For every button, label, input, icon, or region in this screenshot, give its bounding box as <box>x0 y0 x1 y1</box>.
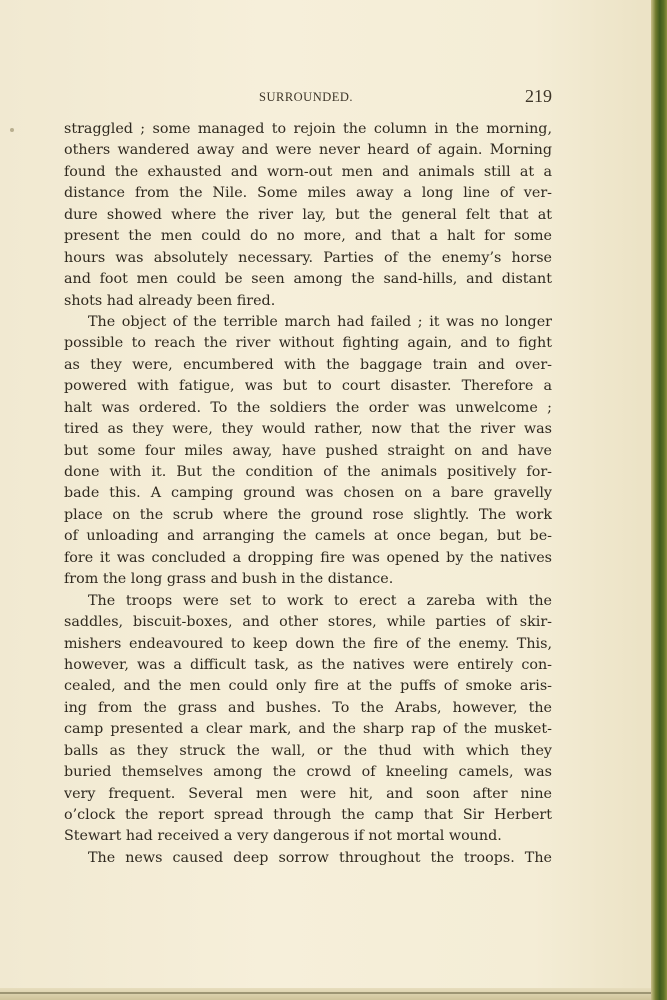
text-line: bade this. A camping ground was chosen on a bare gravelly <box>64 485 552 502</box>
text-line: distance from the Nile. Some miles away a long line of ver- <box>64 185 552 202</box>
body-text <box>64 119 552 869</box>
text-line: and foot men could be seen among the sand-hills, and distant <box>64 271 552 288</box>
text-line: mishers endeavoured to keep down the fire of the enemy. This, <box>64 635 552 652</box>
page-bottom-edge <box>0 988 667 1000</box>
text-line: however, was a difficult task, as the natives were entirely con- <box>64 656 552 673</box>
text-line: others wandered away and were never heard of again. Morning <box>64 142 552 159</box>
text-line: ing from the grass and bushes. To the Arabs, however, the <box>64 699 552 716</box>
text-line: place on the scrub where the ground rose slightly. The work <box>64 506 552 523</box>
paragraph-start: The object of the terrible march had failed ; it was no longer <box>88 313 552 330</box>
text-line: halt was ordered. To the soldiers the order was unwelcome ; <box>64 399 552 416</box>
text-line: hours was absolutely necessary. Parties of the enemy’s horse <box>64 249 552 266</box>
text-line: done with it. But the condition of the animals positively for- <box>64 464 552 480</box>
text-line: Stewart had received a very dangerous if not mortal wound. <box>64 828 502 845</box>
paragraph-start: The news caused deep sorrow throughout the troops. The <box>88 849 552 866</box>
paragraph-start: The troops were set to work to erect a zareba with the <box>88 592 552 609</box>
text-line: buried themselves among the crowd of kneeling camels, was <box>64 764 552 781</box>
text-line: fore it was concluded a dropping fire was opened by the natives <box>64 549 552 566</box>
text-line: saddles, biscuit-boxes, and other stores, while parties of skir- <box>64 614 552 631</box>
text-line: but some four miles away, have pushed straight on and have <box>64 442 552 459</box>
text-line: of unloading and arranging the camels at once began, but be- <box>64 528 552 545</box>
text-line: from the long grass and bush in the distance. <box>64 571 394 588</box>
text-line: o’clock the report spread through the camp that Sir Herbert <box>64 807 552 823</box>
text-line: camp presented a clear mark, and the sharp rap of the musket- <box>64 721 552 738</box>
text-line: shots had already been fired. <box>64 292 276 309</box>
text-line: found the exhausted and worn-out men and animals still at a <box>64 163 552 180</box>
text-line: cealed, and the men could only fire at the puffs of smoke aris- <box>64 678 552 695</box>
text-line: tired as they were, they would rather, now that the river was <box>64 421 552 438</box>
text-line: present the men could do no more, and that a halt for some <box>64 228 552 245</box>
text-line: as they were, encumbered with the baggage train and over- <box>64 356 552 373</box>
text-line: powered with fatigue, was but to court disaster. Therefore a <box>64 378 552 395</box>
text-line: balls as they struck the wall, or the thud with which they <box>64 742 552 759</box>
text-line: very frequent. Several men were hit, and soon after nine <box>64 785 552 802</box>
page-header <box>64 86 552 110</box>
page-bottom-rule <box>0 992 651 994</box>
running-head: SURROUNDED. <box>259 90 354 104</box>
paper-speck <box>10 128 14 132</box>
page-number: 219 <box>525 86 552 106</box>
book-spine-edge <box>651 0 667 1000</box>
text-line: dure showed where the river lay, but the general felt that at <box>64 206 552 223</box>
text-line: straggled ; some managed to rejoin the column in the morning, <box>64 121 552 137</box>
text-line: possible to reach the river without fighting again, and to fight <box>64 335 552 352</box>
